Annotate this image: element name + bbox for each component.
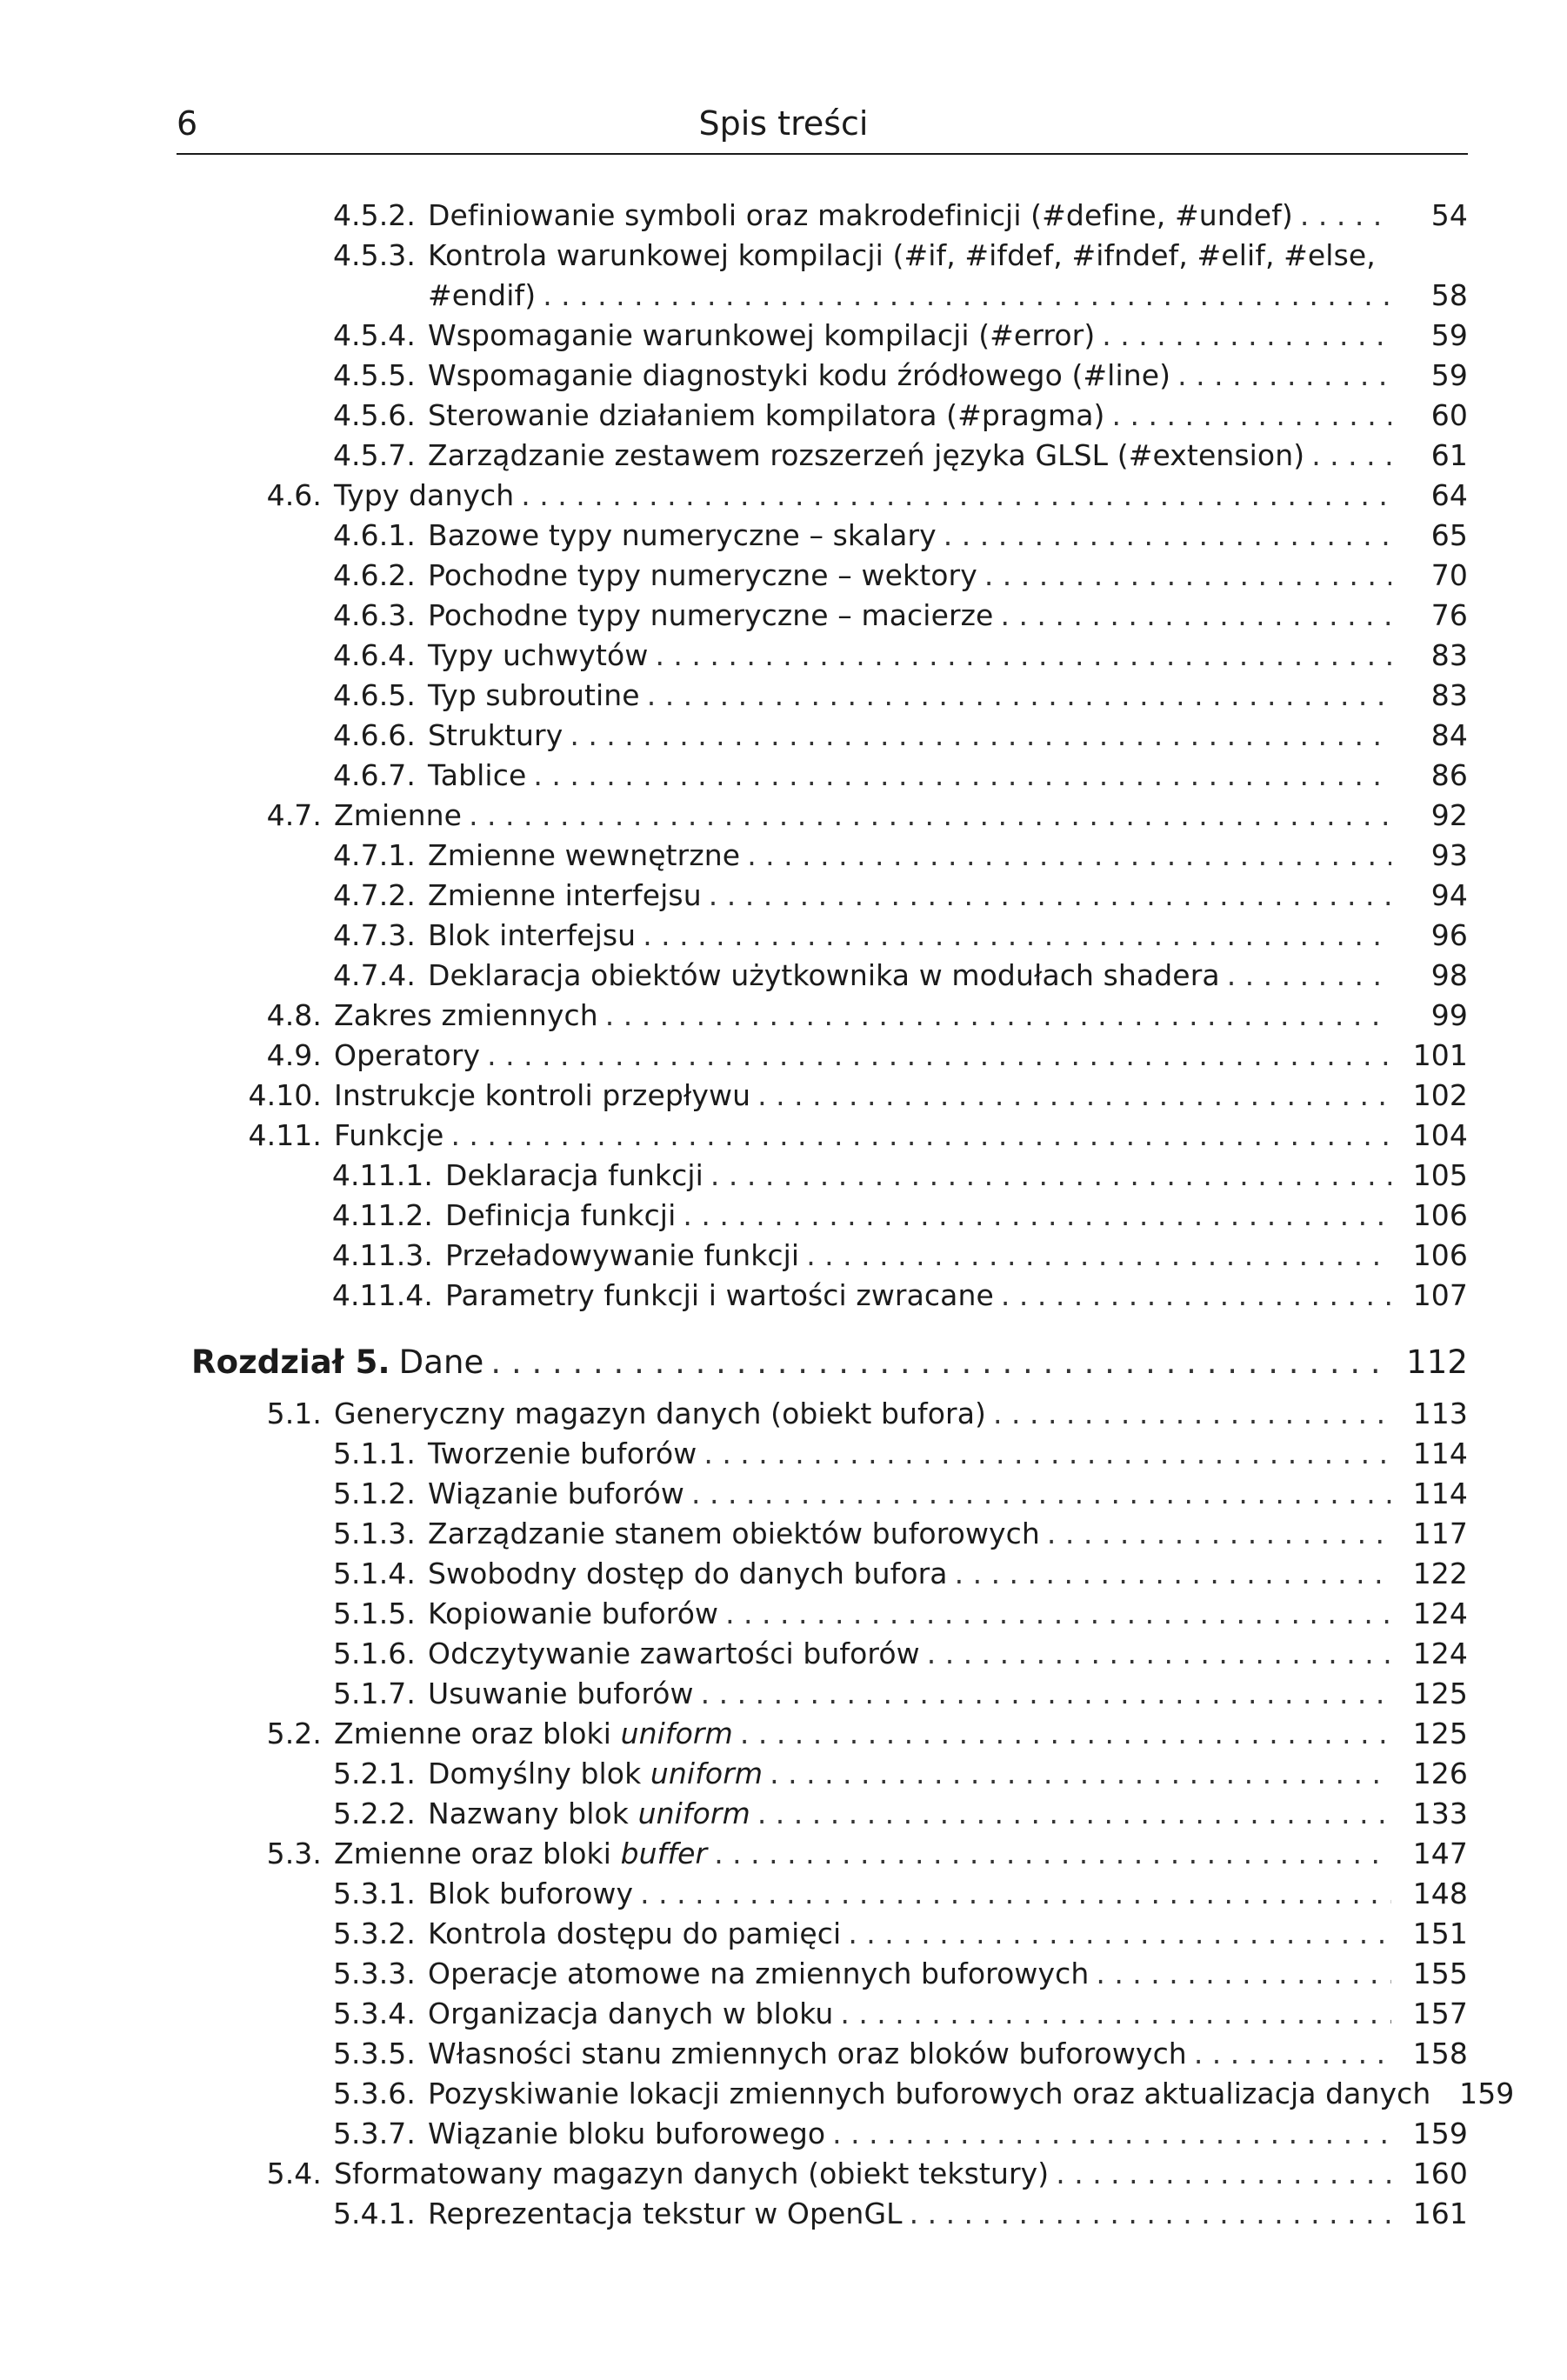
entry-number: 4.6.7. (332, 758, 416, 792)
entry-number: 5.1.4. (332, 1557, 416, 1590)
entry-title: Generyczny magazyn danych (obiekt bufora) (334, 1397, 986, 1430)
entry-number: 4.11.3. (331, 1238, 433, 1272)
entry-number: 5.3.5. (332, 2037, 416, 2070)
entry-title-text: Zmienne oraz bloki (334, 1837, 612, 1870)
entry-title: Swobodny dostęp do danych bufora (428, 1557, 948, 1590)
dot-leader (691, 1475, 1391, 1513)
toc-entry (322, 437, 1468, 475)
entry-page: 161 (1412, 2197, 1468, 2230)
entry-title: Blok buforowy (428, 1877, 634, 1910)
toc-entry (322, 2075, 1515, 2113)
entry-page: 133 (1412, 1797, 1468, 1830)
entry-title: Definicja funkcji (445, 1198, 677, 1232)
entry-title-keyword: uniform (637, 1797, 750, 1830)
dot-leader (570, 717, 1391, 755)
entry-page: 159 (1459, 2077, 1515, 2110)
dot-leader (647, 677, 1391, 715)
entry-page: 155 (1412, 1957, 1468, 1990)
dot-leader (1096, 1955, 1391, 1993)
entry-page: 125 (1412, 1717, 1468, 1750)
entry-page: 61 (1430, 438, 1468, 472)
entry-page: 76 (1430, 598, 1468, 632)
dot-leader (757, 1077, 1391, 1115)
dot-leader (1112, 397, 1391, 435)
dot-leader (450, 1117, 1391, 1155)
entry-title: Dane (398, 1343, 484, 1381)
entry-title: #endif) (428, 278, 537, 312)
toc-section (217, 1395, 1468, 1433)
entry-number: 4.7.1. (332, 838, 416, 872)
entry-title: Kontrola warunkowej kompilacji (#if, #ifdef, #ifndef, #elif, #else, (428, 238, 1376, 272)
toc-entry (322, 2195, 1468, 2233)
dot-leader (710, 1157, 1391, 1195)
entry-page: 70 (1430, 558, 1468, 592)
entry-number: 4.6.3. (332, 598, 416, 632)
entry-page: 114 (1412, 1437, 1468, 1470)
toc-entry (322, 1435, 1468, 1473)
entry-page: 113 (1412, 1397, 1468, 1430)
entry-title: Pochodne typy numeryczne – macierze (428, 598, 994, 632)
entry-title: Organizacja danych w bloku (428, 1997, 834, 2030)
entry-page: 84 (1430, 718, 1468, 752)
toc-section (217, 1835, 1468, 1873)
dot-leader (683, 1197, 1391, 1235)
entry-title-text: Zmienne oraz bloki (334, 1717, 612, 1750)
entry-page: 65 (1430, 518, 1468, 552)
dot-leader (725, 1595, 1391, 1633)
entry-title: Pozyskiwanie lokacji zmiennych buforowych oraz aktualizacja danych (428, 2077, 1431, 2110)
entry-number: 4.9. (266, 1038, 322, 1072)
dot-leader (993, 1395, 1391, 1433)
dot-leader (490, 1343, 1391, 1382)
toc-entry-continuation (428, 277, 1468, 315)
entry-page: 126 (1412, 1757, 1468, 1790)
entry-title: Bazowe typy numeryczne – skalary (428, 518, 937, 552)
toc-chapter (191, 1343, 1468, 1382)
entry-page: 93 (1430, 838, 1468, 872)
toc-entry (322, 1515, 1468, 1553)
entry-number: 5.1. (266, 1397, 322, 1430)
entry-title: Tworzenie buforów (428, 1437, 697, 1470)
entry-title: Zarządzanie zestawem rozszerzeń języka GLSL (#extension) (428, 438, 1305, 472)
dot-leader (543, 277, 1391, 315)
toc-section (217, 477, 1468, 515)
dot-leader (1194, 2035, 1391, 2073)
entry-title: Funkcje (334, 1118, 444, 1152)
toc-entry (322, 1277, 1468, 1315)
entry-page: 114 (1412, 1477, 1468, 1510)
entry-number: 4.7.3. (332, 918, 416, 952)
entry-page: 60 (1430, 398, 1468, 432)
entry-page: 157 (1412, 1997, 1468, 2030)
entry-page: 92 (1430, 798, 1468, 832)
entry-title: Definiowanie symboli oraz makrodefinicji (#define, #undef) (428, 198, 1293, 232)
entry-page: 147 (1412, 1837, 1468, 1870)
entry-title: Własności stanu zmiennych oraz bloków buforowych (428, 2037, 1187, 2070)
entry-page: 104 (1412, 1118, 1468, 1152)
toc-entry (322, 957, 1468, 995)
entry-page: 96 (1430, 918, 1468, 952)
entry-page: 101 (1412, 1038, 1468, 1072)
entry-page: 64 (1430, 478, 1468, 512)
dot-leader (984, 557, 1391, 595)
toc-entry (322, 837, 1468, 875)
entry-number: 4.6.4. (332, 638, 416, 672)
entry-number: 4.11.1. (331, 1158, 433, 1192)
entry-page: 59 (1430, 358, 1468, 392)
entry-page: 112 (1406, 1343, 1468, 1381)
dot-leader (955, 1555, 1391, 1593)
toc-entry (322, 1197, 1468, 1235)
entry-number: 5.3.6. (332, 2077, 416, 2110)
toc-entry (322, 717, 1468, 755)
entry-page: 98 (1430, 958, 1468, 992)
entry-number: 4.5.7. (332, 438, 416, 472)
toc-entry (322, 1555, 1468, 1593)
entry-number: 4.6.2. (332, 558, 416, 592)
dot-leader (1056, 2155, 1391, 2193)
entry-page: 107 (1412, 1278, 1468, 1312)
dot-leader (747, 837, 1391, 875)
dot-leader (757, 1795, 1391, 1833)
entry-title-text: Nazwany blok (428, 1797, 629, 1830)
entry-page: 86 (1430, 758, 1468, 792)
toc-section (217, 1037, 1468, 1075)
entry-page: 122 (1412, 1557, 1468, 1590)
entry-title-text: Domyślny blok (428, 1757, 642, 1790)
entry-number: 4.7.2. (332, 878, 416, 912)
toc-entry (322, 1237, 1468, 1275)
toc-entry (322, 757, 1468, 795)
entry-page: 83 (1430, 638, 1468, 672)
entry-page: 124 (1412, 1597, 1468, 1630)
toc-entry (322, 1595, 1468, 1633)
dot-leader (832, 2115, 1391, 2153)
entry-title: Przeładowywanie funkcji (445, 1238, 800, 1272)
dot-leader (640, 1875, 1391, 1913)
entry-title: Wspomaganie warunkowej kompilacji (#error) (428, 318, 1096, 352)
dot-leader (709, 877, 1391, 915)
dot-leader (643, 917, 1391, 955)
entry-page: 125 (1412, 1677, 1468, 1710)
dot-leader (521, 477, 1391, 515)
entry-page: 151 (1412, 1917, 1468, 1950)
entry-number: 5.1.5. (332, 1597, 416, 1630)
toc-section (217, 797, 1468, 835)
dot-leader (806, 1237, 1391, 1275)
entry-title: Usuwanie buforów (428, 1677, 694, 1710)
entry-number: 4.5.2. (332, 198, 416, 232)
entry-number: 5.1.2. (332, 1477, 416, 1510)
entry-page: 159 (1412, 2117, 1468, 2150)
entry-number: 4.10. (248, 1078, 322, 1112)
entry-number: 4.8. (266, 998, 322, 1032)
dot-leader (1311, 437, 1391, 475)
dot-leader (848, 1915, 1391, 1953)
entry-title: Sformatowany magazyn danych (obiekt tekstury) (334, 2157, 1050, 2190)
entry-number: 4.6. (266, 478, 322, 512)
entry-page: 83 (1430, 678, 1468, 712)
dot-leader (1000, 597, 1391, 635)
entry-title: Reprezentacja tekstur w OpenGL (428, 2197, 903, 2230)
entry-number: 4.7. (266, 798, 322, 832)
toc-entry (322, 1955, 1468, 1993)
entry-number: 5.3.4. (332, 1997, 416, 2030)
entry-page: 117 (1412, 1517, 1468, 1550)
entry-number: 5.1.7. (332, 1677, 416, 1710)
entry-number: 5.2.2. (332, 1797, 416, 1830)
entry-title-keyword: buffer (620, 1837, 708, 1870)
entry-title: Zmienne interfejsu (428, 878, 702, 912)
entry-title: Typ subroutine (428, 678, 640, 712)
entry-title (334, 1715, 733, 1753)
entry-title (428, 1795, 750, 1833)
header-rule (177, 153, 1468, 155)
entry-page: 99 (1430, 998, 1468, 1032)
chapter-label: Rozdział 5. (191, 1343, 390, 1381)
toc-entry (322, 1915, 1468, 1953)
toc-section (217, 1117, 1468, 1155)
dot-leader (740, 1715, 1391, 1753)
entry-title: Zmienne (334, 798, 463, 832)
entry-page: 58 (1430, 278, 1468, 312)
toc-entry (322, 1157, 1468, 1195)
entry-page: 148 (1412, 1877, 1468, 1910)
toc-section (217, 1715, 1468, 1753)
dot-leader (944, 517, 1391, 555)
entry-title: Blok interfejsu (428, 918, 637, 952)
entry-number: 4.6.6. (332, 718, 416, 752)
entry-page: 158 (1412, 2037, 1468, 2070)
entry-title: Operatory (334, 1038, 481, 1072)
toc-entry (322, 597, 1468, 635)
running-title: Spis treści (698, 104, 869, 143)
toc-entry (322, 357, 1468, 395)
entry-number: 4.5.4. (332, 318, 416, 352)
entry-title: Wspomaganie diagnostyki kodu źródłowego (#line) (428, 358, 1171, 392)
toc-entry (322, 237, 1468, 275)
entry-title: Zmienne wewnętrzne (428, 838, 741, 872)
toc-entry (322, 917, 1468, 955)
entry-number: 5.3.1. (332, 1877, 416, 1910)
entry-title: Wiązanie bloku buforowego (428, 2117, 826, 2150)
entry-number: 5.2. (266, 1717, 322, 1750)
dot-leader (714, 1835, 1391, 1873)
entry-page: 106 (1412, 1238, 1468, 1272)
toc-entry (322, 1995, 1468, 2033)
toc-entry (322, 877, 1468, 915)
entry-number: 5.3.2. (332, 1917, 416, 1950)
entry-title: Kontrola dostępu do pamięci (428, 1917, 842, 1950)
toc-section (217, 997, 1468, 1035)
entry-title: Kopiowanie buforów (428, 1597, 719, 1630)
page-number: 6 (177, 104, 198, 143)
entry-number: 5.3.3. (332, 1957, 416, 1990)
entry-title: Sterowanie działaniem kompilatora (#pragma) (428, 398, 1105, 432)
toc-entry (322, 1875, 1468, 1913)
entry-number: 5.1.1. (332, 1437, 416, 1470)
entry-number: 5.2.1. (332, 1757, 416, 1790)
dot-leader (487, 1037, 1391, 1075)
entry-number: 4.11. (248, 1118, 322, 1152)
toc-entry (322, 2035, 1468, 2073)
toc-entry (322, 397, 1468, 435)
entry-title (428, 1755, 763, 1793)
entry-title: Pochodne typy numeryczne – wektory (428, 558, 977, 592)
toc-section (217, 2155, 1468, 2193)
toc-entry (322, 517, 1468, 555)
dot-leader (1102, 317, 1391, 355)
entry-title: Typy uchwytów (428, 638, 649, 672)
entry-number: 5.1.3. (332, 1517, 416, 1550)
entry-number: 5.1.6. (332, 1637, 416, 1670)
entry-page: 54 (1430, 198, 1468, 232)
toc-entry (322, 317, 1468, 355)
toc-entry (322, 1755, 1468, 1793)
entry-title: Deklaracja funkcji (445, 1158, 703, 1192)
entry-number: 5.4. (266, 2157, 322, 2190)
entry-number: 4.5.5. (332, 358, 416, 392)
toc-entry (322, 1675, 1468, 1713)
dot-leader (703, 1435, 1391, 1473)
toc-section (217, 1077, 1468, 1115)
entry-title: Odczytywanie zawartości buforów (428, 1637, 920, 1670)
entry-page: 59 (1430, 318, 1468, 352)
entry-title-keyword: uniform (620, 1717, 733, 1750)
toc-entry (322, 1475, 1468, 1513)
entry-page: 105 (1412, 1158, 1468, 1192)
entry-number: 4.11.2. (331, 1198, 433, 1232)
entry-page: 94 (1430, 878, 1468, 912)
entry-number: 5.4.1. (332, 2197, 416, 2230)
toc-entry (322, 637, 1468, 675)
entry-number: 4.7.4. (332, 958, 416, 992)
entry-title: Wiązanie buforów (428, 1477, 685, 1510)
dot-leader (469, 797, 1391, 835)
toc-entry (322, 1795, 1468, 1833)
dot-leader (1177, 357, 1391, 395)
toc-entry (322, 1635, 1468, 1673)
entry-title: Parametry funkcji i wartości zwracane (445, 1278, 994, 1312)
dot-leader (701, 1675, 1391, 1713)
entry-number: 5.3.7. (332, 2117, 416, 2150)
dot-leader (910, 2195, 1391, 2233)
dot-leader (533, 757, 1391, 795)
entry-title: Typy danych (334, 478, 515, 512)
entry-number: 4.5.6. (332, 398, 416, 432)
dot-leader (605, 997, 1391, 1035)
entry-number: 4.11.4. (331, 1278, 433, 1312)
dot-leader (1227, 957, 1391, 995)
dot-leader (927, 1635, 1391, 1673)
entry-title: Zakres zmiennych (334, 998, 598, 1032)
dot-leader (770, 1755, 1391, 1793)
entry-number: 4.6.1. (332, 518, 416, 552)
entry-number: 5.3. (266, 1837, 322, 1870)
entry-title-keyword: uniform (650, 1757, 763, 1790)
dot-leader (1001, 1277, 1391, 1315)
entry-title: Operacje atomowe na zmiennych buforowych (428, 1957, 1090, 1990)
entry-title: Zarządzanie stanem obiektów buforowych (428, 1517, 1040, 1550)
toc-entry (322, 2115, 1468, 2153)
entry-title: Struktury (428, 718, 563, 752)
dot-leader (655, 637, 1391, 675)
toc-entry (322, 677, 1468, 715)
entry-title (334, 1835, 707, 1873)
entry-page: 124 (1412, 1637, 1468, 1670)
entry-page: 160 (1412, 2157, 1468, 2190)
entry-title: Instrukcje kontroli przepływu (334, 1078, 751, 1112)
entry-page: 106 (1412, 1198, 1468, 1232)
dot-leader (1300, 197, 1391, 235)
entry-page: 102 (1412, 1078, 1468, 1112)
dot-leader (1047, 1515, 1391, 1553)
toc-entry (322, 557, 1468, 595)
dot-leader (840, 1995, 1391, 2033)
entry-number: 4.6.5. (332, 678, 416, 712)
entry-title: Tablice (428, 758, 527, 792)
entry-title: Deklaracja obiektów użytkownika w modułach shadera (428, 958, 1220, 992)
entry-number: 4.5.3. (332, 238, 416, 272)
toc-entry (322, 197, 1468, 235)
